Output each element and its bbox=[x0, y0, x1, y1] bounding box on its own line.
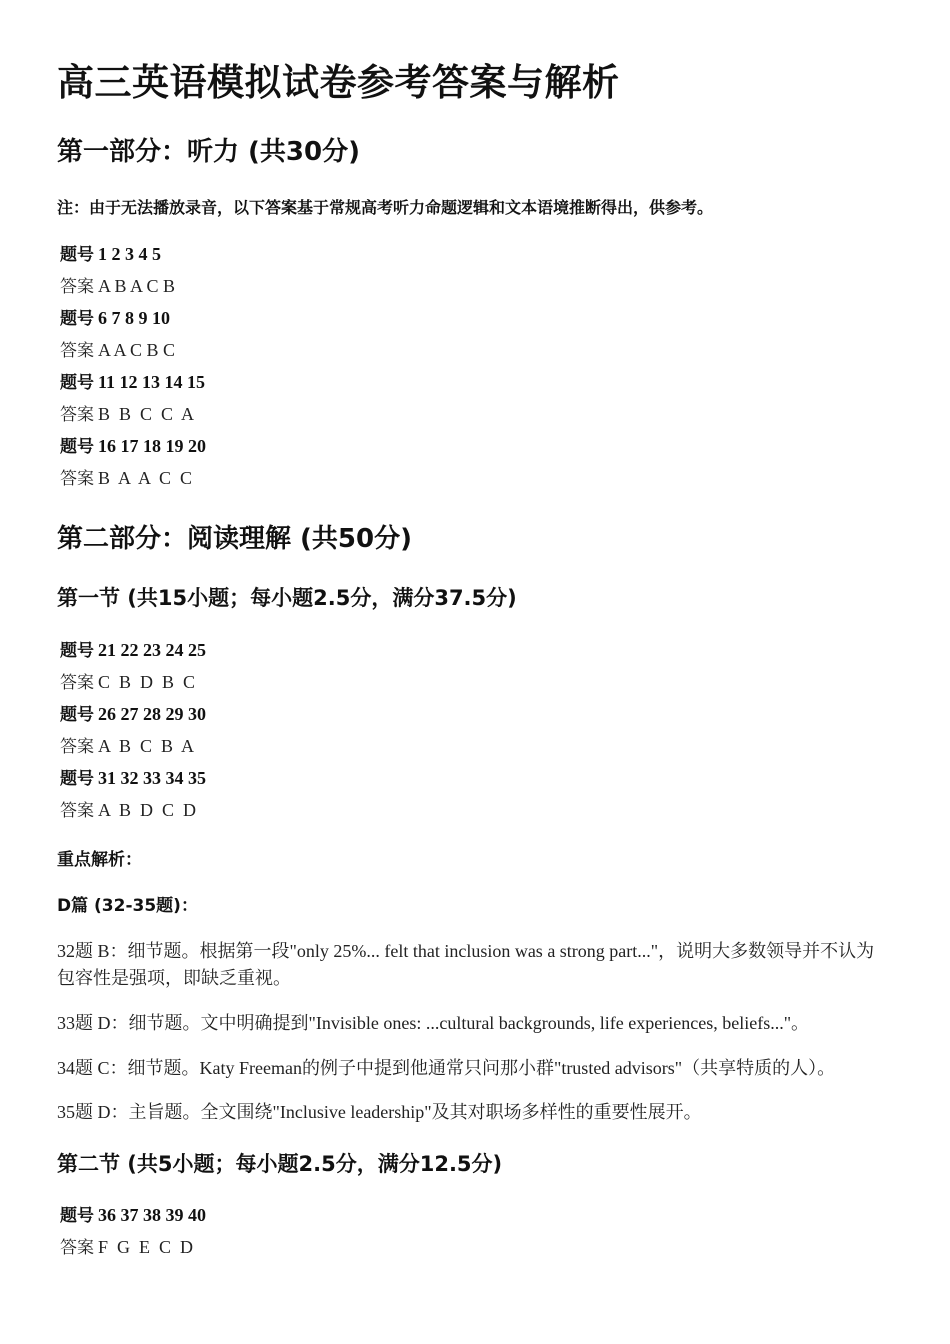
table-row: 答案 A B C B A bbox=[60, 736, 195, 757]
part2-heading: 第二部分：阅读理解 (共50分) bbox=[57, 524, 412, 554]
table-row: 答案 C B D B C bbox=[60, 672, 196, 693]
part1-note: 注：由于无法播放录音，以下答案基于常规高考听力命题逻辑和文本语境推断得出，供参考。 bbox=[57, 198, 714, 217]
table-row: 答案 A A C B C bbox=[60, 340, 176, 361]
explanation-q33: 33题 D：细节题。文中明确提到"Invisible ones: ...cultural backgrounds, life experiences, beliefs..."。 bbox=[57, 1013, 810, 1033]
table-row: 题号 31 32 33 34 35 bbox=[60, 768, 206, 789]
part2-section2-heading: 第二节 (共5小题；每小题2.5分，满分12.5分) bbox=[57, 1152, 503, 1176]
explanation-q34: 34题 C：细节题。Katy Freeman的例子中提到他通常只问那小群"trusted advisors"（共享特质的人）。 bbox=[57, 1058, 836, 1078]
table-row: 题号 21 22 23 24 25 bbox=[60, 640, 206, 661]
explanation-q32: 32题 B：细节题。根据第一段"only 25%... felt that inclusion was a strong part..."，说明大多数领导并不认为包容性是强项，即缺乏重视。 bbox=[57, 941, 875, 988]
table-row: 答案 F G E C D bbox=[60, 1237, 194, 1258]
table-row: 题号 36 37 38 39 40 bbox=[60, 1205, 206, 1226]
page-title: 高三英语模拟试卷参考答案与解析 bbox=[57, 61, 620, 104]
table-row: 答案 A B D C D bbox=[60, 800, 197, 821]
table-row: 答案 B A A C C bbox=[60, 468, 193, 489]
table-row: 答案 A B A C B bbox=[60, 276, 176, 297]
table-row: 题号 16 17 18 19 20 bbox=[60, 436, 206, 457]
explanation-q35: 35题 D：主旨题。全文围绕"Inclusive leadership"及其对职场多样性的重要性展开。 bbox=[57, 1102, 702, 1122]
part1-answer-table bbox=[60, 238, 360, 494]
table-row: 题号 6 7 8 9 10 bbox=[60, 308, 170, 329]
table-row: 题号 26 27 28 29 30 bbox=[60, 704, 206, 725]
passage-d-label: D篇 (32-35题)： bbox=[57, 896, 198, 916]
table-row: 题号 1 2 3 4 5 bbox=[60, 244, 161, 265]
analysis-label: 重点解析： bbox=[57, 850, 142, 870]
part2-section1-answer-table bbox=[60, 634, 360, 826]
part1-heading: 第一部分：听力 (共30分) bbox=[57, 137, 360, 167]
part2-section2-answer-table bbox=[60, 1199, 360, 1263]
table-row: 答案 B B C C A bbox=[60, 404, 195, 425]
part2-section1-heading: 第一节 (共15小题；每小题2.5分，满分37.5分) bbox=[57, 586, 517, 610]
table-row: 题号 11 12 13 14 15 bbox=[60, 372, 206, 393]
